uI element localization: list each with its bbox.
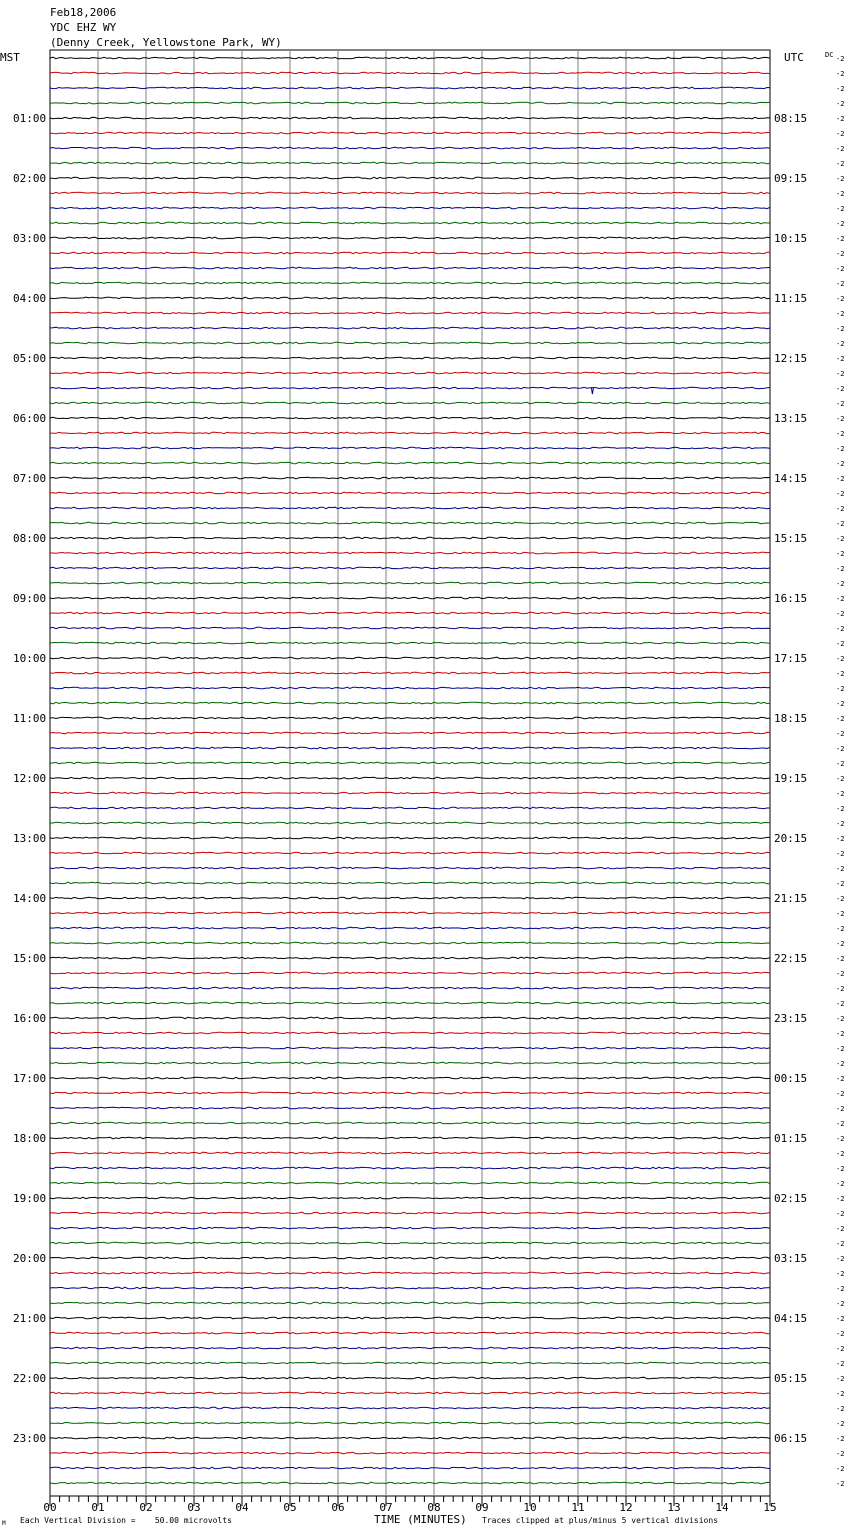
x-tick-label: 08	[427, 1501, 441, 1514]
x-tick-label: 04	[235, 1501, 249, 1514]
right-hour-label: 15:15	[774, 532, 808, 545]
left-hour-label: 19:00	[13, 1192, 47, 1205]
row-offset-label: -2	[836, 580, 845, 588]
trace-row	[50, 1287, 770, 1289]
row-offset-label: -2	[836, 1315, 845, 1323]
right-hour-label: 21:15	[774, 892, 808, 905]
left-hour-label: 18:00	[13, 1132, 47, 1145]
plot-frame	[50, 50, 770, 1496]
trace-row	[50, 747, 770, 749]
right-hour-label: 11:15	[774, 292, 808, 305]
row-offset-label: -2	[836, 100, 845, 108]
right-hour-label: 13:15	[774, 412, 808, 425]
row-offset-label: -2	[836, 1135, 845, 1143]
trace-row	[50, 1137, 770, 1139]
trace-row	[50, 312, 770, 314]
row-offset-label: -2	[836, 70, 845, 78]
x-tick-label: 12	[619, 1501, 633, 1514]
row-offset-label: -2	[836, 1105, 845, 1113]
row-offset-label: -2	[836, 940, 845, 948]
right-hour-label: 04:15	[774, 1312, 808, 1325]
row-offset-label: -2	[836, 355, 845, 363]
trace-row	[50, 1437, 770, 1439]
row-offset-label: -2	[836, 325, 845, 333]
x-tick-label: 02	[139, 1501, 153, 1514]
left-hour-label: 17:00	[13, 1072, 47, 1085]
row-offset-label: -2	[836, 205, 845, 213]
trace-row	[50, 1032, 770, 1034]
row-offset-label: -2	[836, 460, 845, 468]
left-hour-label: 20:00	[13, 1252, 47, 1265]
trace-row	[50, 297, 770, 299]
right-axis-label: UTC	[784, 51, 804, 64]
trace-row	[50, 267, 770, 269]
row-offset-label: -2	[836, 250, 845, 258]
x-tick-label: 03	[187, 1501, 201, 1514]
row-offset-label: -2	[836, 880, 845, 888]
trace-row	[50, 1362, 770, 1364]
left-hour-label: 16:00	[13, 1012, 47, 1025]
row-offset-label: -2	[836, 790, 845, 798]
trace-row	[50, 1302, 770, 1304]
row-offset-label: -2	[836, 1405, 845, 1413]
row-offset-label: -2	[836, 1270, 845, 1278]
row-offset-label: -2	[836, 1015, 845, 1023]
row-offset-label: -2	[836, 715, 845, 723]
x-tick-label: 00	[43, 1501, 57, 1514]
row-offset-label: -2	[836, 1390, 845, 1398]
trace-row	[50, 1212, 770, 1214]
row-offset-label: -2	[836, 610, 845, 618]
trace-row	[50, 492, 770, 494]
row-offset-label: -2	[836, 115, 845, 123]
row-offset-label: -2	[836, 1165, 845, 1173]
row-offset-label: -2	[836, 700, 845, 708]
row-offset-label: -2	[836, 55, 845, 63]
trace-row	[50, 957, 770, 959]
row-offset-label: -2	[836, 625, 845, 633]
row-offset-label: -2	[836, 565, 845, 573]
right-hour-label: 08:15	[774, 112, 808, 125]
row-offset-label: -2	[836, 220, 845, 228]
row-offset-label: -2	[836, 955, 845, 963]
row-offset-label: -2	[836, 505, 845, 513]
row-offset-label: -2	[836, 1000, 845, 1008]
trace-row	[50, 1332, 770, 1334]
trace-row	[50, 222, 770, 224]
row-offset-label: -2	[836, 1255, 845, 1263]
right-hour-label: 18:15	[774, 712, 808, 725]
row-offset-label: -2	[836, 1345, 845, 1353]
trace-row	[50, 1107, 770, 1109]
station-location: (Denny Creek, Yellowstone Park, WY)	[50, 36, 282, 49]
trace-row	[50, 657, 770, 659]
right-hour-label: 17:15	[774, 652, 808, 665]
trace-row	[50, 447, 770, 449]
trace-row	[50, 342, 770, 344]
row-offset-label: -2	[836, 490, 845, 498]
trace-row	[50, 627, 770, 629]
row-offset-label: -2	[836, 1360, 845, 1368]
row-offset-label: -2	[836, 415, 845, 423]
trace-row	[50, 567, 770, 569]
dc-label: DC	[825, 51, 834, 59]
trace-row	[50, 582, 770, 584]
trace-row	[50, 1317, 770, 1319]
x-tick-label: 14	[715, 1501, 729, 1514]
trace-row	[50, 732, 770, 734]
row-offset-label: -2	[836, 1330, 845, 1338]
left-hour-label: 23:00	[13, 1432, 47, 1445]
row-offset-label: -2	[836, 1030, 845, 1038]
trace-row	[50, 687, 770, 689]
trace-row	[50, 1182, 770, 1184]
row-offset-label: -2	[836, 130, 845, 138]
row-offset-label: -2	[836, 685, 845, 693]
left-hour-label: 03:00	[13, 232, 47, 245]
row-offset-label: -2	[836, 925, 845, 933]
trace-row	[50, 87, 770, 89]
row-offset-label: -2	[836, 970, 845, 978]
left-hour-label: 11:00	[13, 712, 47, 725]
record-date: Feb18,2006	[50, 6, 117, 19]
x-tick-label: 09	[475, 1501, 489, 1514]
row-offset-label: -2	[836, 820, 845, 828]
trace-row	[50, 762, 770, 764]
right-hour-label: 12:15	[774, 352, 808, 365]
x-tick-label: 07	[379, 1501, 393, 1514]
trace-row	[50, 1377, 770, 1379]
row-offset-label: -2	[836, 640, 845, 648]
x-tick-label: 01	[91, 1501, 105, 1514]
trace-row	[50, 642, 770, 644]
right-hour-label: 09:15	[774, 172, 808, 185]
trace-row	[50, 537, 770, 539]
trace-row	[50, 177, 770, 179]
row-offset-label: -2	[836, 1480, 845, 1488]
row-offset-label: -2	[836, 1180, 845, 1188]
left-hour-label: 06:00	[13, 412, 47, 425]
row-offset-label: -2	[836, 745, 845, 753]
row-offset-label: -2	[836, 1210, 845, 1218]
trace-row	[50, 1047, 770, 1049]
left-hour-label: 14:00	[13, 892, 47, 905]
minute-gridlines	[50, 50, 770, 1496]
row-offset-label: -2	[836, 1150, 845, 1158]
trace-row	[50, 1467, 770, 1469]
trace-row	[50, 477, 770, 479]
trace-row	[50, 102, 770, 104]
row-offset-label: -2	[836, 265, 845, 273]
right-hour-labels	[774, 112, 807, 1445]
trace-row	[50, 927, 770, 929]
trace-row	[50, 792, 770, 794]
trace-row	[50, 942, 770, 944]
left-hour-label: 05:00	[13, 352, 47, 365]
x-axis-title: TIME (MINUTES)	[374, 1513, 467, 1526]
trace-row	[50, 837, 770, 839]
trace-row	[50, 1422, 770, 1424]
row-offset-label: -2	[836, 1450, 845, 1458]
right-hour-label: 22:15	[774, 952, 808, 965]
trace-row	[50, 1257, 770, 1259]
trace-rows	[50, 57, 770, 1484]
scale-note: Each Vertical Division = 50.00 microvolts	[20, 1516, 232, 1525]
trace-row	[50, 1017, 770, 1019]
row-offset-label: -2	[836, 400, 845, 408]
trace-row	[50, 1452, 770, 1454]
trace-row	[50, 1002, 770, 1004]
trace-row	[50, 327, 770, 329]
trace-row	[50, 897, 770, 899]
row-offset-label: -2	[836, 310, 845, 318]
right-hour-label: 06:15	[774, 1432, 808, 1445]
trace-row	[50, 1242, 770, 1244]
row-offset-label: -2	[836, 520, 845, 528]
left-hour-label: 01:00	[13, 112, 47, 125]
row-offset-label: -2	[836, 670, 845, 678]
trace-row	[50, 117, 770, 119]
trace-row	[50, 1272, 770, 1274]
row-offset-label: -2	[836, 85, 845, 93]
trace-row	[50, 867, 770, 869]
right-hour-label: 16:15	[774, 592, 808, 605]
row-offset-label: -2	[836, 430, 845, 438]
trace-row	[50, 597, 770, 599]
trace-row	[50, 807, 770, 809]
row-offset-label: -2	[836, 445, 845, 453]
left-axis-label: MST	[0, 51, 20, 64]
trace-row	[50, 672, 770, 674]
left-hour-label: 02:00	[13, 172, 47, 185]
row-offset-label: -2	[836, 595, 845, 603]
trace-row	[50, 147, 770, 149]
row-offset-label: -2	[836, 1435, 845, 1443]
row-offset-label: -2	[836, 1300, 845, 1308]
trace-row	[50, 1347, 770, 1349]
trace-row	[50, 1077, 770, 1079]
trace-row	[50, 402, 770, 404]
right-hour-label: 01:15	[774, 1132, 808, 1145]
trace-row	[50, 162, 770, 164]
station-code: YDC EHZ WY	[50, 21, 117, 34]
trace-row	[50, 1152, 770, 1154]
trace-row	[50, 1407, 770, 1409]
clip-note: Traces clipped at plus/minus 5 vertical divisions	[482, 1516, 719, 1525]
row-offset-label: -2	[836, 865, 845, 873]
row-offset-label: -2	[836, 760, 845, 768]
trace-row	[50, 702, 770, 704]
left-hour-label: 09:00	[13, 592, 47, 605]
right-hour-label: 05:15	[774, 1372, 808, 1385]
right-hour-label: 23:15	[774, 1012, 808, 1025]
trace-row	[50, 1227, 770, 1229]
row-offset-label: -2	[836, 145, 845, 153]
row-offset-label: -2	[836, 1225, 845, 1233]
trace-row	[50, 972, 770, 974]
row-offset-label: -2	[836, 1195, 845, 1203]
row-offset-label: -2	[836, 235, 845, 243]
right-hour-label: 03:15	[774, 1252, 808, 1265]
row-offset-label: -2	[836, 1240, 845, 1248]
trace-row	[50, 252, 770, 254]
left-hour-label: 21:00	[13, 1312, 47, 1325]
row-offset-label: -2	[836, 370, 845, 378]
row-offset-label: -2	[836, 910, 845, 918]
trace-row	[50, 1122, 770, 1124]
corner-mark: M	[2, 1520, 6, 1527]
row-offset-label: -2	[836, 190, 845, 198]
trace-row	[50, 372, 770, 374]
trace-row	[50, 387, 770, 389]
row-offset-label: -2	[836, 280, 845, 288]
row-offset-label: -2	[836, 655, 845, 663]
trace-row	[50, 417, 770, 419]
row-offset-label: -2	[836, 1465, 845, 1473]
trace-row	[50, 987, 770, 989]
trace-row	[50, 912, 770, 914]
row-offset-label: -2	[836, 160, 845, 168]
trace-row	[50, 1482, 770, 1484]
row-offset-label: -2	[836, 835, 845, 843]
trace-row	[50, 1197, 770, 1199]
trace-row	[50, 207, 770, 209]
row-offset-labels	[836, 55, 844, 1488]
trace-row	[50, 522, 770, 524]
event-spike	[591, 388, 593, 394]
right-hour-label: 14:15	[774, 472, 808, 485]
x-tick-label: 13	[667, 1501, 681, 1514]
trace-row	[50, 612, 770, 614]
left-hour-label: 04:00	[13, 292, 47, 305]
x-tick-label: 10	[523, 1501, 537, 1514]
trace-row	[50, 357, 770, 359]
row-offset-label: -2	[836, 1120, 845, 1128]
trace-row	[50, 852, 770, 854]
x-axis	[43, 1496, 776, 1514]
row-offset-label: -2	[836, 475, 845, 483]
row-offset-label: -2	[836, 985, 845, 993]
row-offset-label: -2	[836, 535, 845, 543]
left-hour-label: 12:00	[13, 772, 47, 785]
trace-row	[50, 777, 770, 779]
trace-row	[50, 1062, 770, 1064]
x-tick-label: 05	[283, 1501, 297, 1514]
row-offset-label: -2	[836, 730, 845, 738]
row-offset-label: -2	[836, 1075, 845, 1083]
left-hour-label: 22:00	[13, 1372, 47, 1385]
right-hour-label: 02:15	[774, 1192, 808, 1205]
x-tick-label: 11	[571, 1501, 585, 1514]
trace-row	[50, 132, 770, 134]
left-hour-labels	[13, 112, 46, 1445]
trace-row	[50, 507, 770, 509]
row-offset-label: -2	[836, 385, 845, 393]
trace-row	[50, 1167, 770, 1169]
row-offset-label: -2	[836, 1375, 845, 1383]
row-offset-label: -2	[836, 895, 845, 903]
row-offset-label: -2	[836, 775, 845, 783]
trace-row	[50, 717, 770, 719]
x-tick-label: 15	[763, 1501, 777, 1514]
x-tick-label: 06	[331, 1501, 345, 1514]
left-hour-label: 13:00	[13, 832, 47, 845]
right-hour-label: 00:15	[774, 1072, 808, 1085]
row-offset-label: -2	[836, 1060, 845, 1068]
row-offset-label: -2	[836, 805, 845, 813]
left-hour-label: 15:00	[13, 952, 47, 965]
left-hour-label: 10:00	[13, 652, 47, 665]
trace-row	[50, 882, 770, 884]
right-hour-label: 10:15	[774, 232, 808, 245]
right-hour-label: 19:15	[774, 772, 808, 785]
trace-row	[50, 462, 770, 464]
row-offset-label: -2	[836, 850, 845, 858]
trace-row	[50, 237, 770, 239]
row-offset-label: -2	[836, 1090, 845, 1098]
trace-row	[50, 1392, 770, 1394]
trace-row	[50, 552, 770, 554]
row-offset-label: -2	[836, 1420, 845, 1428]
row-offset-label: -2	[836, 175, 845, 183]
row-offset-label: -2	[836, 340, 845, 348]
left-hour-label: 07:00	[13, 472, 47, 485]
trace-row	[50, 282, 770, 284]
trace-row	[50, 432, 770, 434]
row-offset-label: -2	[836, 295, 845, 303]
trace-row	[50, 822, 770, 824]
row-offset-label: -2	[836, 1045, 845, 1053]
left-hour-label: 08:00	[13, 532, 47, 545]
trace-row	[50, 57, 770, 59]
row-offset-label: -2	[836, 1285, 845, 1293]
trace-row	[50, 72, 770, 74]
right-hour-label: 20:15	[774, 832, 808, 845]
trace-row	[50, 1092, 770, 1094]
row-offset-label: -2	[836, 550, 845, 558]
trace-row	[50, 192, 770, 194]
